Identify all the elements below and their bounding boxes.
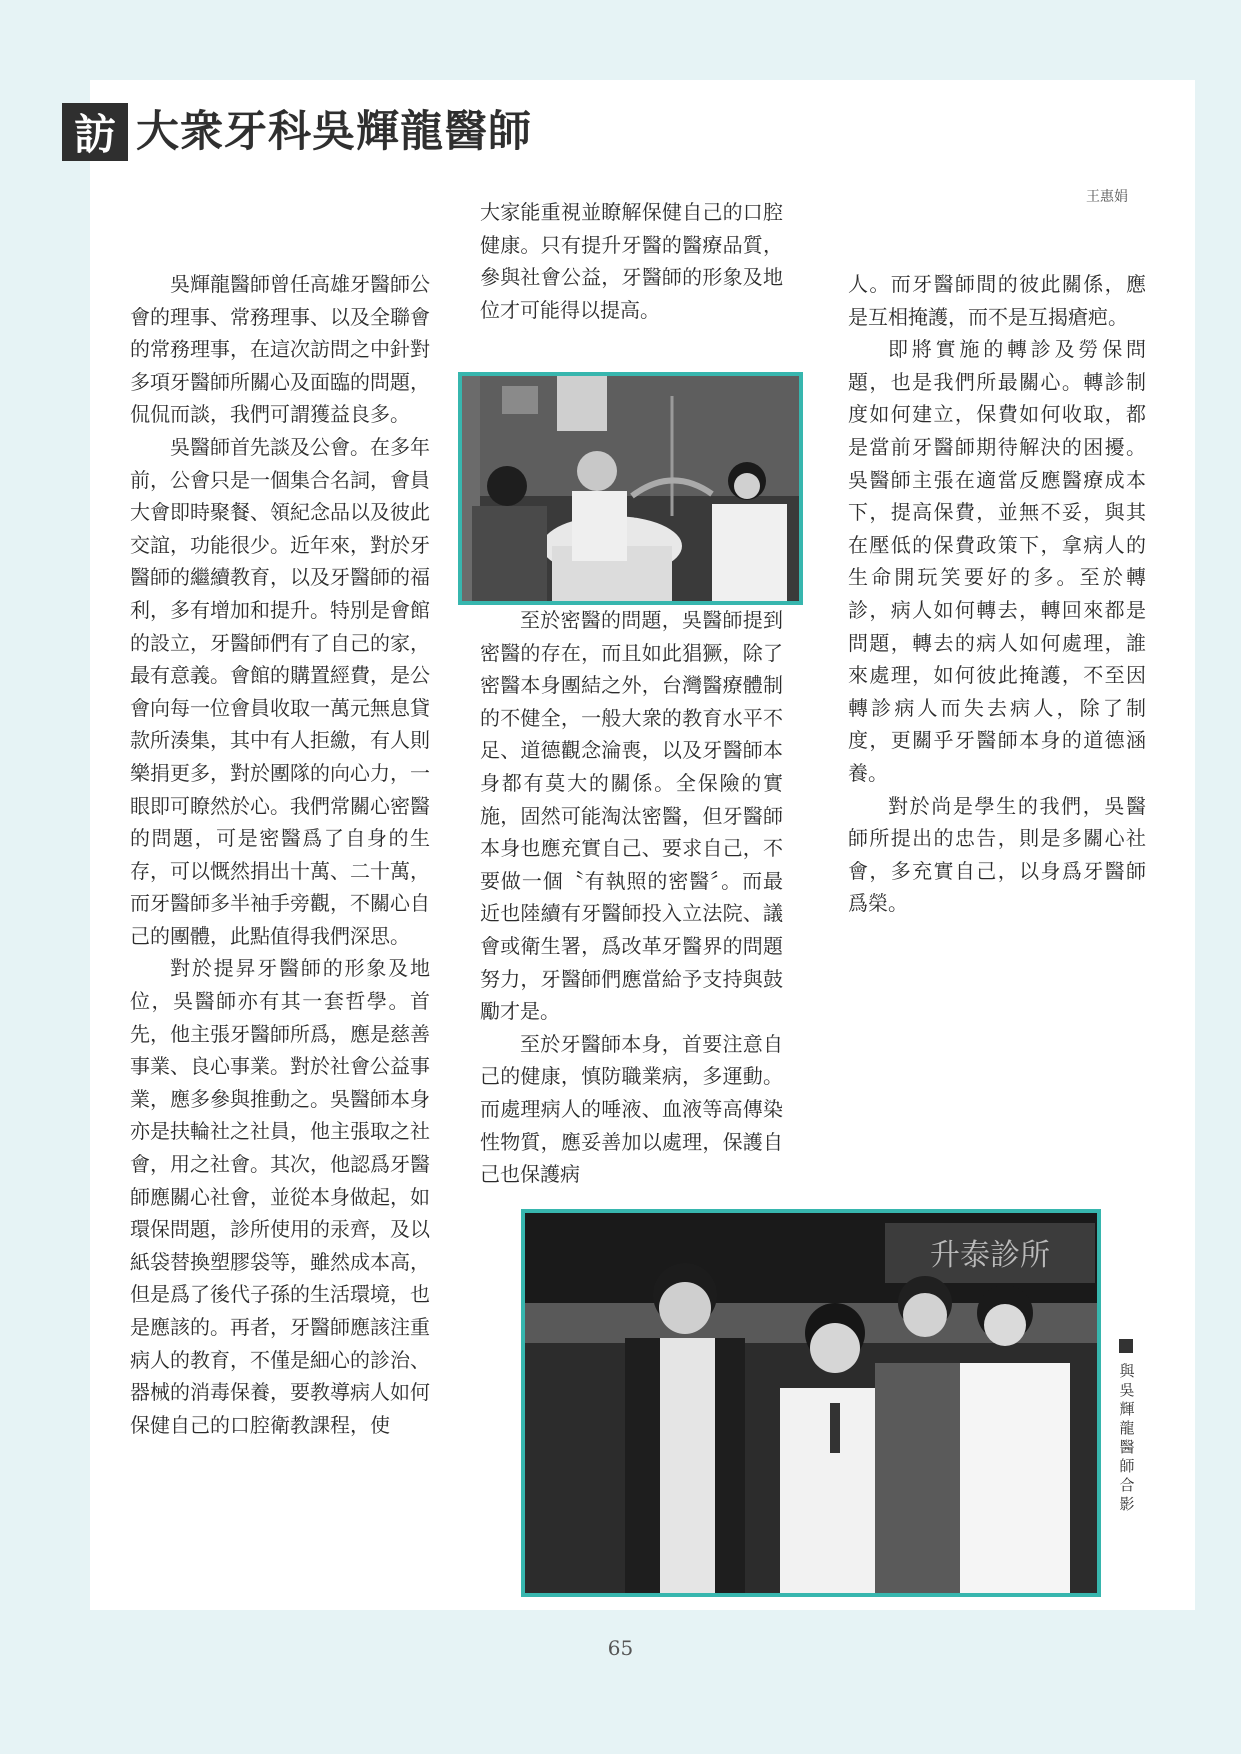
photo-caption: 與吳輝龍醫師合影 [1119,1362,1135,1513]
column-3 [848,268,1146,920]
column-2-top [480,196,783,326]
article-title: 大衆牙科吳輝龍醫師 [136,107,532,157]
author-name: 王惠娟 [1086,189,1128,205]
paragraph: 至於牙醫師本身，首要注意自己的健康，慎防職業病，多運動。而處理病人的唾液、血液等高傳染性物質，應妥善加以處理，保護自己也保護病 [480,1031,783,1187]
group-photo [521,1209,1101,1597]
paragraph: 吳醫師首先談及公會。在多年前，公會只是一個集合名詞，會員大會即時聚餐、領紀念品以及彼此交誼，功能很少。近年來，對於牙醫師的繼續教育，以及牙醫師的福利，多有增加和提升。特別是會館的設立，牙醫師們有了自己的家，最有意義。會館的購置經費，是公會向每一位會員收取一萬元無息貸款所湊集，其中有人拒繳，有人則樂捐更多，對於團隊的向心力，一眼即可瞭然於心。我們常關心密醫的問題，可是密醫爲了自身的生存，可以慨然捐出十萬、二十萬，而牙醫師多半袖手旁觀，不關心自己的團體，此點值得我們深思。 [130,434,430,948]
interview-photo-image [462,376,799,601]
title-badge: 訪 [62,103,128,161]
paragraph: 大家能重視並瞭解保健自己的口腔健康。只有提升牙醫的醫療品質，參與社會公益，牙醫師的形象及地位才可能得以提高。 [480,200,783,322]
paragraph: 對於提昇牙醫師的形象及地位，吳醫師亦有其一套哲學。首先，他主張牙醫師所爲，應是慈善事業、良心事業。對於社會公益事業，應多參與推動之。吳醫師本身亦是扶輪社之社員，他主張取之社會，用之社會。其次，他認爲牙醫師應關心社會，並從本身做起，如環保問題，診所使用的汞齊，及以紙袋替換塑膠袋等，雖然成本高，但是爲了後代子孫的生活環境，也是應該的。再者，牙醫師應該注重病人的教育，不僅是細心的診治、器械的消毒保養，要教導病人如何保健自己的口腔衛教課程，使 [130,956,430,1437]
column-2-bottom [480,604,783,1191]
paragraph: 人。而牙醫師間的彼此關係，應是互相掩護，而不是互揭瘡疤。 [848,272,1146,329]
column-1 [130,268,430,1441]
clinic-sign-text: 升泰診所 [930,1238,1050,1273]
paragraph: 至於密醫的問題，吳醫師提到密醫的存在，而且如此猖獗，除了密醫本身團結之外，台灣醫療體制的不健全，一般大衆的教育水平不足、道德觀念淪喪，以及牙醫師本身都有莫大的關係。全保險的實施，固然可能淘汰密醫，但牙醫師本身也應充實自己、要求自己，不要做一個〝有執照的密醫〞。而最近也陸續有牙醫師投入立法院、議會或衛生署，爲改革牙醫界的問題努力，牙醫師們應當給予支持與鼓勵才是。 [480,608,783,1024]
paragraph: 吳輝龍醫師曾任高雄牙醫師公會的理事、常務理事、以及全聯會的常務理事，在這次訪問之中針對多項牙醫師所關心及面臨的問題，侃侃而談，我們可謂獲益良多。 [130,272,430,427]
paragraph: 即將實施的轉診及勞保問題，也是我們所最關心。轉診制度如何建立，保費如何收取，都是當前牙醫師期待解決的困擾。吳醫師主張在適當反應醫療成本下，提高保費，並無不妥，與其在壓低的保費政策下，拿病人的生命開玩笑要好的多。至於轉診，病人如何轉去，轉回來都是問題，轉去的病人如何處理，誰來處理，如何彼此掩護，不至因轉診病人而失去病人，除了制度，更關乎牙醫師本身的道德涵養。 [848,337,1146,785]
interview-photo [458,372,803,605]
group-photo-image [525,1213,1097,1593]
caption-marker-icon [1119,1339,1133,1353]
page-number: 65 [607,1636,634,1660]
paragraph: 對於尚是學生的我們，吳醫師所提出的忠告，則是多關心社會，多充實自己，以身爲牙醫師爲榮。 [848,793,1146,916]
